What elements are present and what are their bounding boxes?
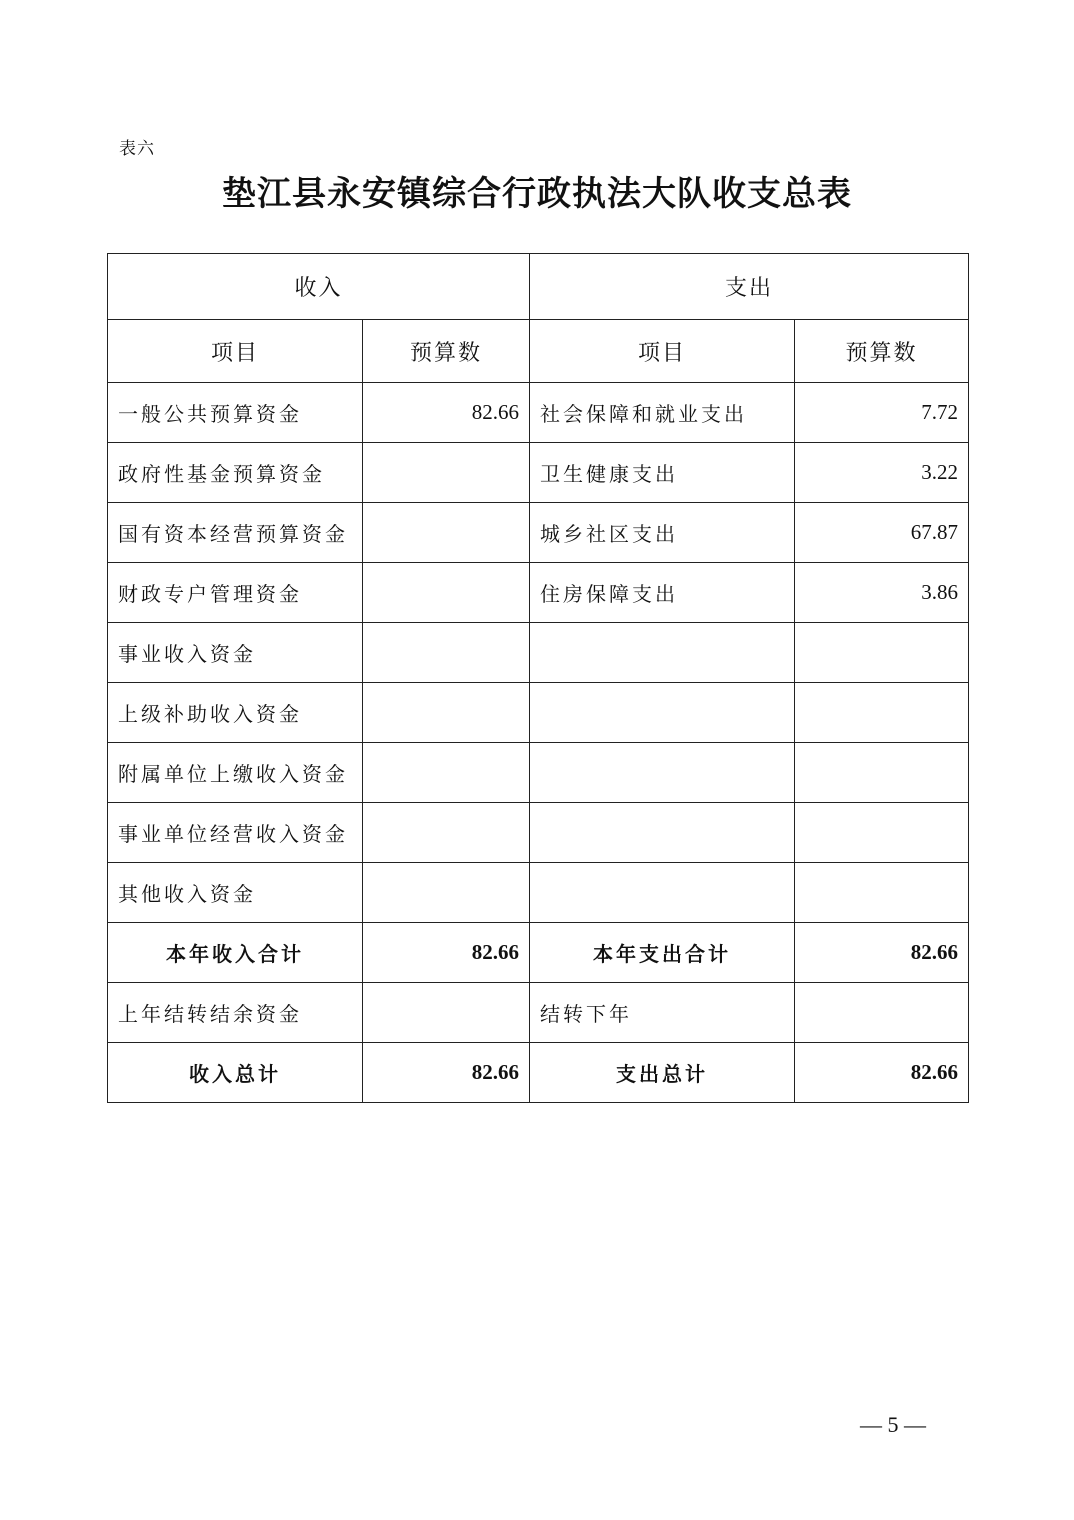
income-amount	[363, 803, 530, 863]
income-budget-header: 预算数	[363, 320, 530, 383]
expense-amount	[795, 683, 969, 743]
expense-amount: 67.87	[795, 503, 969, 563]
year-total-row	[108, 923, 969, 983]
expense-amount: 3.86	[795, 563, 969, 623]
table-row	[108, 743, 969, 803]
page-number: — 5 —	[860, 1412, 926, 1437]
grand-total-row	[108, 1043, 969, 1103]
table-row	[108, 563, 969, 623]
table-row	[108, 623, 969, 683]
income-carryover-label: 上年结转结余资金	[108, 983, 363, 1043]
income-item: 事业单位经营收入资金	[108, 803, 363, 863]
income-grand-total-label: 收入总计	[108, 1043, 363, 1103]
table-row	[108, 503, 969, 563]
expenditure-group-header: 支出	[530, 254, 969, 320]
income-item: 政府性基金预算资金	[108, 443, 363, 503]
expense-item: 住房保障支出	[530, 563, 795, 623]
income-item: 其他收入资金	[108, 863, 363, 923]
group-header-row	[108, 254, 969, 320]
table-row	[108, 383, 969, 443]
table-row	[108, 863, 969, 923]
expense-amount: 3.22	[795, 443, 969, 503]
expense-item	[530, 683, 795, 743]
expense-amount	[795, 623, 969, 683]
income-amount	[363, 443, 530, 503]
table-label: 表六	[119, 139, 155, 159]
expense-item	[530, 863, 795, 923]
expense-item	[530, 743, 795, 803]
income-amount: 82.66	[363, 383, 530, 443]
expense-year-total-label: 本年支出合计	[530, 923, 795, 983]
income-item: 事业收入资金	[108, 623, 363, 683]
expense-item: 社会保障和就业支出	[530, 383, 795, 443]
expense-amount	[795, 863, 969, 923]
income-item: 一般公共预算资金	[108, 383, 363, 443]
income-year-total-amount: 82.66	[363, 923, 530, 983]
page-title: 垫江县永安镇综合行政执法大队收支总表	[222, 174, 852, 214]
income-year-total-label: 本年收入合计	[108, 923, 363, 983]
expense-amount: 7.72	[795, 383, 969, 443]
income-expenditure-table	[107, 253, 969, 1103]
expense-grand-total-label: 支出总计	[530, 1043, 795, 1103]
expense-year-total-amount: 82.66	[795, 923, 969, 983]
income-amount	[363, 683, 530, 743]
income-grand-total-amount: 82.66	[363, 1043, 530, 1103]
expense-carryover-amount	[795, 983, 969, 1043]
income-amount	[363, 863, 530, 923]
income-amount	[363, 623, 530, 683]
expense-item: 卫生健康支出	[530, 443, 795, 503]
income-amount	[363, 563, 530, 623]
expense-amount	[795, 803, 969, 863]
table-row	[108, 683, 969, 743]
expense-item: 城乡社区支出	[530, 503, 795, 563]
income-item: 国有资本经营预算资金	[108, 503, 363, 563]
expense-item	[530, 623, 795, 683]
expense-grand-total-amount: 82.66	[795, 1043, 969, 1103]
income-group-header: 收入	[108, 254, 530, 320]
carryover-row	[108, 983, 969, 1043]
income-item: 附属单位上缴收入资金	[108, 743, 363, 803]
expense-amount	[795, 743, 969, 803]
expense-carryover-label: 结转下年	[530, 983, 795, 1043]
income-amount	[363, 503, 530, 563]
table-row	[108, 443, 969, 503]
income-carryover-amount	[363, 983, 530, 1043]
expense-item	[530, 803, 795, 863]
income-amount	[363, 743, 530, 803]
expense-budget-header: 预算数	[795, 320, 969, 383]
expense-item-header: 项目	[530, 320, 795, 383]
income-item: 财政专户管理资金	[108, 563, 363, 623]
income-item: 上级补助收入资金	[108, 683, 363, 743]
income-item-header: 项目	[108, 320, 363, 383]
column-header-row	[108, 320, 969, 383]
table-row	[108, 803, 969, 863]
